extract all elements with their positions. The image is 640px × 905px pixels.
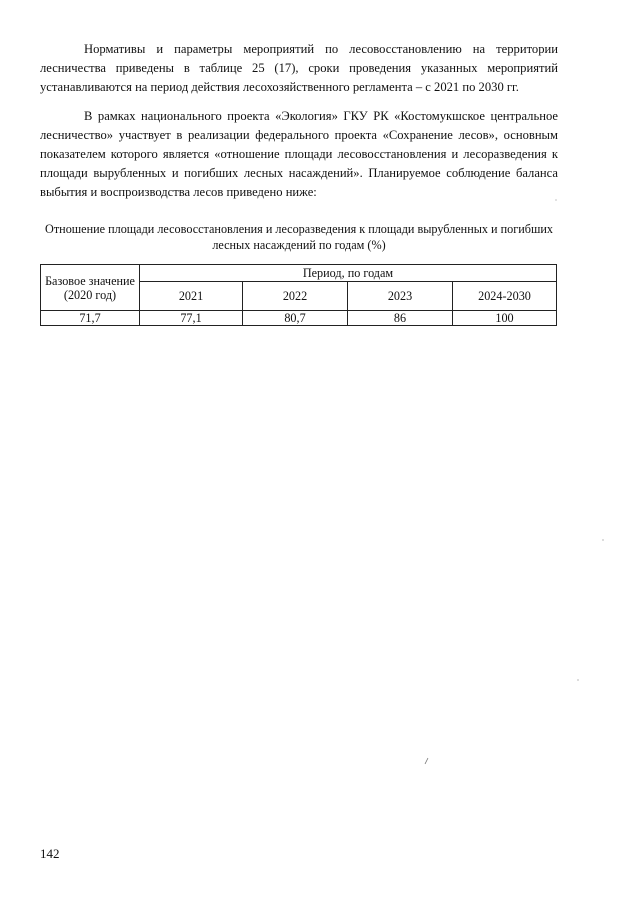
table-row [41, 311, 557, 326]
value-cell: 100 [453, 311, 557, 326]
year-header: 2022 [243, 282, 348, 311]
value-cell: 86 [348, 311, 453, 326]
forest-balance-table [40, 264, 557, 326]
paragraph-national-project: В рамках национального проекта «Экология» ГКУ РК «Костомукшское центральное лесничество» участвует в реализации федерального проекта «Сохранение лесов», основным показателем которого является «отношение площади лесовосстановления и лесоразведения к площади вырубленных и погибших лесных насаждений». Планируемое соблюдение баланса выбытия и воспроизводства лесов приведено ниже: [40, 109, 558, 199]
year-header: 2024-2030 [453, 282, 557, 311]
table-caption: Отношение площади лесовосстановления и лесоразведения к площади вырубленных и погибших лесных насаждений по годам (%) [45, 222, 553, 252]
base-value-header: Базовое значение (2020 год) [41, 265, 140, 311]
year-header: 2021 [140, 282, 243, 311]
value-cell: 77,1 [140, 311, 243, 326]
page-number: 142 [40, 846, 60, 861]
base-value-cell: 71,7 [41, 311, 140, 326]
period-header: Период, по годам [140, 265, 557, 282]
year-header: 2023 [348, 282, 453, 311]
value-cell: 80,7 [243, 311, 348, 326]
paragraph-regulations: Нормативы и параметры мероприятий по лесовосстановлению на территории лесничества приведены в таблице 25 (17), сроки проведения указанных мероприятий устанавливаются на период действия лесохозяйственного регламента – с 2021 по 2030 гг. [40, 42, 558, 94]
table-header-row [41, 265, 557, 282]
